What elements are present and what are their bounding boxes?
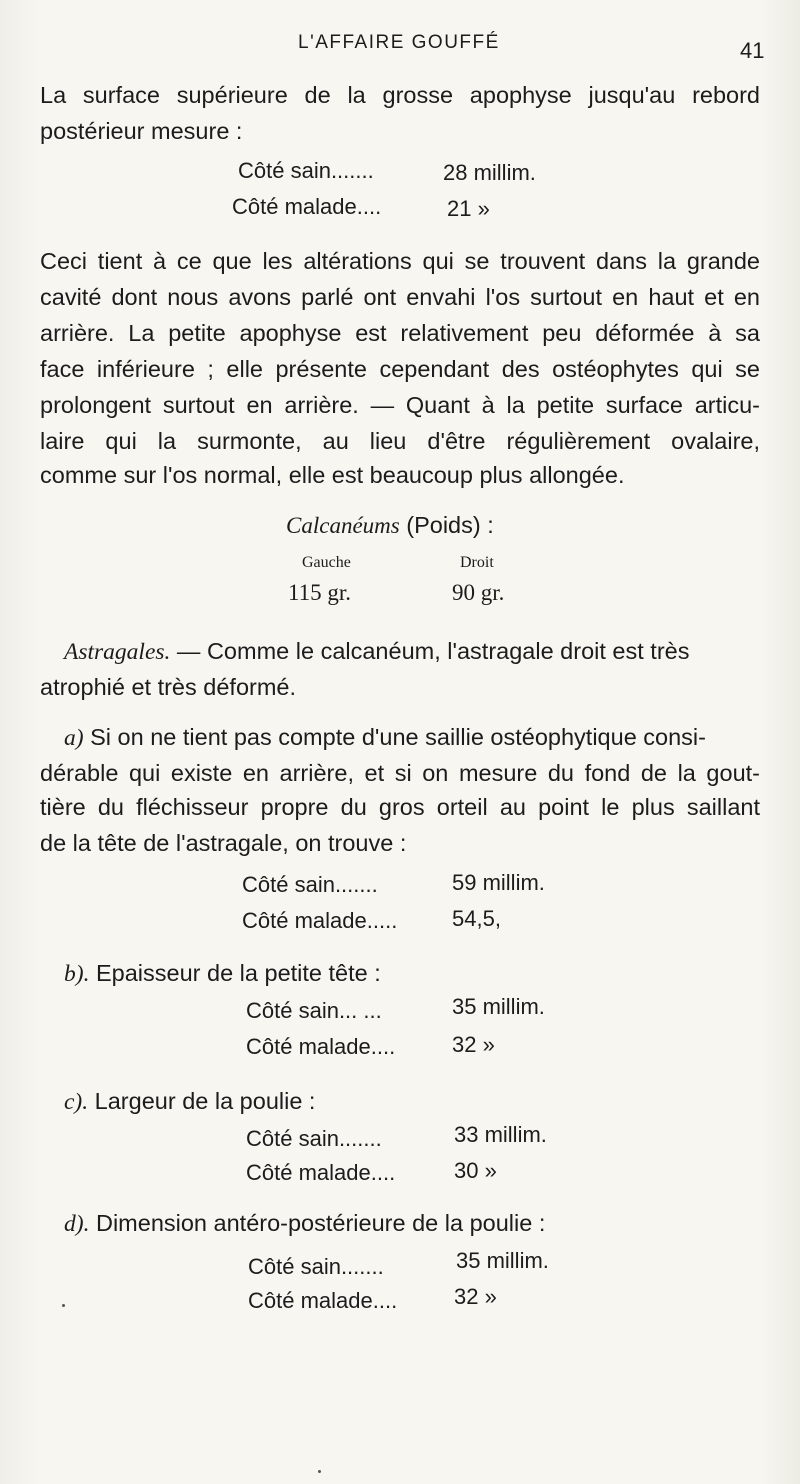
text-line: prolongent surtout en arrière. — Quant à la petite surface articu- — [40, 392, 760, 418]
astragales-text: — Comme le calcanéum, l'astragale droit est très — [170, 638, 690, 664]
item-text: Epaisseur de la petite tête : — [89, 960, 381, 986]
text-line: comme sur l'os normal, elle est beaucoup plus allongée. — [40, 462, 625, 488]
measure-row — [242, 906, 501, 936]
text-line: La surface supérieure de la grosse apophyse jusqu'au rebord — [40, 82, 760, 108]
measure-label: Côté sain... ... — [246, 998, 382, 1023]
measure-row — [246, 1032, 495, 1062]
item-text: Dimension antéro-postérieure de la poulie : — [89, 1210, 546, 1236]
measure-value: 59 millim. — [452, 870, 545, 895]
column-label-right: Droit — [460, 554, 494, 571]
text-line: arrière. La petite apophyse est relativement peu déformée à sa — [40, 320, 760, 346]
item-letter: b). — [64, 961, 90, 987]
measure-row — [248, 1284, 497, 1316]
column-label-left: Gauche — [302, 554, 351, 571]
item-a-line — [64, 722, 760, 753]
item-b-line — [64, 958, 381, 989]
measure-value: 32 » — [454, 1284, 497, 1309]
ink-speck — [62, 1304, 65, 1307]
measure-value: 32 » — [452, 1032, 495, 1057]
item-letter: d). — [64, 1211, 90, 1237]
measure-row — [246, 1122, 547, 1154]
item-text: Si on ne tient pas compte d'une saillie ostéophytique consi- — [83, 724, 706, 750]
measure-value: 30 » — [454, 1158, 497, 1183]
measure-label: Côté sain....... — [248, 1254, 384, 1279]
weight-left: 115 gr. — [288, 580, 352, 605]
measure-value: 35 millim. — [456, 1248, 549, 1273]
measure-row — [246, 1158, 497, 1188]
measure-value: 33 millim. — [454, 1122, 547, 1147]
text-line: de la tête de l'astragale, on trouve : — [40, 830, 407, 856]
text-line: dérable qui existe en arrière, et si on mesure du fond de la gout- — [40, 760, 760, 786]
running-title: L'AFFAIRE GOUFFÉ — [298, 32, 500, 53]
item-letter: a) — [64, 725, 84, 751]
text-line: cavité dont nous avons parlé ont envahi l'os surtout en haut et en — [40, 284, 760, 310]
measure-row — [232, 192, 490, 222]
calcaneums-heading — [286, 510, 494, 541]
weight-right: 90 gr. — [452, 580, 505, 605]
measure-label: Côté malade.... — [246, 1160, 396, 1185]
text-line: atrophié et très déformé. — [40, 674, 297, 700]
text-line: tière du fléchisseur propre du gros orteil au point le plus saillant — [40, 794, 760, 820]
astragales-lead: Astragales. — [64, 639, 171, 665]
measure-label: Côté malade.... — [232, 194, 382, 219]
measure-row — [246, 994, 545, 1026]
measure-value: 28 millim. — [443, 160, 536, 185]
text-line: laire qui la surmonte, au lieu d'être régulièrement ovalaire, — [40, 428, 760, 454]
measure-label: Côté sain....... — [238, 158, 374, 183]
text-line: Ceci tient à ce que les altérations qui se trouvent dans la grande — [40, 248, 760, 274]
page-header — [0, 30, 800, 63]
measure-label: Côté malade.... — [246, 1034, 396, 1059]
measure-row — [242, 870, 545, 900]
item-letter: c). — [64, 1089, 89, 1115]
measure-value: 35 millim. — [452, 994, 545, 1019]
measure-label: Côté malade..... — [242, 908, 398, 933]
measure-value: 21 » — [447, 196, 490, 221]
measure-row — [238, 156, 536, 186]
text-line: postérieur mesure : — [40, 118, 243, 144]
calcaneums-subtitle: (Poids) : — [399, 512, 494, 538]
page-number: 41 — [740, 38, 765, 63]
item-d-line — [64, 1208, 545, 1239]
ink-speck — [318, 1470, 321, 1473]
astragales-line — [64, 636, 760, 667]
measure-label: Côté sain....... — [242, 872, 378, 897]
measure-row — [248, 1248, 549, 1282]
measure-value: 54,5, — [452, 906, 501, 931]
item-text: Largeur de la poulie : — [88, 1088, 316, 1114]
calcaneums-title: Calcanéums — [286, 513, 400, 538]
measure-label: Côté sain....... — [246, 1126, 382, 1151]
measure-label: Côté malade.... — [248, 1288, 398, 1313]
item-c-line — [64, 1086, 315, 1117]
text-line: face inférieure ; elle présente cependant des ostéophytes qui se — [40, 356, 760, 382]
